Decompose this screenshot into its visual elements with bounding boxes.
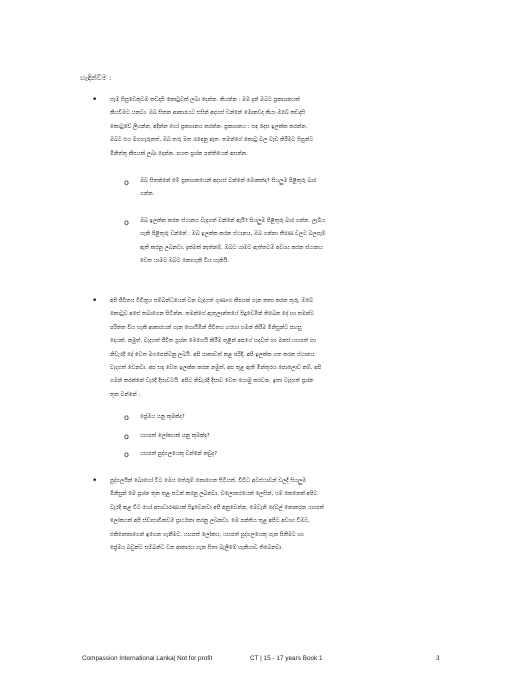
text-line: මිනිත්තු කීපයක් ලබා දෙන්න. පහත ප්‍රශ්න පන්තියෙන් අසන්න. <box>110 150 248 157</box>
text-line: වෙත යාමට ඔබට නොහැකි විය හැකියි. <box>140 258 230 265</box>
question-love <box>140 411 430 424</box>
text-line: වැදගත් වෙනවා. අප සඳ වෙත ඉලක්ක කරන නමුත්, අප තුළ ඇති මින්තුරය පොලොව නම්, අපි <box>110 365 322 372</box>
text-line: මිනිසුන් මෙ ප්‍රශ්න තුන තුළ සටන් කරනු ලබනවා. වලොකරයෙක් ලෙසින්, යම් කෙනෙක් අපිට <box>110 491 318 498</box>
text-line: ප්‍රේමය බවුන්ට සම්බන්ධ වන ආකාරය ගැන සිතා බැලීමේ හැකියාව තිබෙනවා. <box>110 545 284 552</box>
text-line: ගමන් කරන්නේ වැරදි දිසාවටයි. අපිට නිවැරදි දිසාව වෙත යොමු කරවන, ඉතා වැදගත් ප්‍රශ්න <box>110 378 314 385</box>
text-line: නිවැරදි දේ වෙත මගපෙන්වනු ලබයි. අපි යාකාවත් කළ පරිදි, අපි ඉලක්ක ගත කරන ස්ථානය <box>110 351 315 358</box>
question-1 <box>140 175 430 202</box>
bullet-icon: • <box>92 296 98 306</box>
text-line: එකිනෙකාගෙන් ඉගෙන ගැනීමට, යහපත් ලෝකය, යහපත් පුද්ගලයෙකු ගැන සිතීමට හා <box>110 531 304 538</box>
text-line: වැරදි කළ විට හෝ අසාධාරණයක් සිදුවෙනවා අපි අනුවෙන්න, මෙවැනි දේවල් නොකරන යහපත් <box>110 504 324 511</box>
text-line: ලෝකයක් අපි ස්වාභාවිකවම ප්‍රාර්ථනා කරනු ලබනවා. මෙ පන්තිය තුළ අපිට අවශ්‍ය වීමට, <box>110 518 310 525</box>
text-line: කොටුවේ ලියන්න, අදින්න හෝ ප්‍රකාශනය කරන්න. ප්‍රකාශනය : සඳ දෙස ඉලක්ක කරන්න, <box>110 123 308 130</box>
sub-bullet-icon: o <box>124 450 129 459</box>
text-line: යහපත් පුද්ගලයෙකු වන්නේ කවුද? <box>140 451 218 457</box>
sub-bullet-icon: o <box>124 218 129 227</box>
paragraph-3 <box>110 475 448 555</box>
text-line: කියවීමට යනවා. ඔබ සිතන ආකාරයට එසින් අදහස් වන්නේ මොනවද කියා ඔබේ කඩදාසි <box>110 110 306 117</box>
page-number: 3 <box>436 655 440 662</box>
text-line: තුන වන්නේ : <box>110 391 141 398</box>
text-line: සැම සිසුවෙකුටම කඩදාසි කොටුවක් ලබා දෙන්න. කියන්න : මම දැන් ඔබට ප්‍රකාශනයක් <box>110 97 300 103</box>
text-line: හැකි පිළිතුරු වන්නේ : ඔබ ඉලක්ක කරන ස්ථානය, ඔබ ගන්නා තීරණ වලට බලපෑම් <box>140 231 326 238</box>
text-line: ඔබ සිතන්නේ මේ ප්‍රකාශනයෙන් අදහස් වන්නේ මොකක්ද? සියලුම පිළිතුරු බාර <box>140 178 317 184</box>
text-line: අපි ජීවිතය විචිත්‍රය සම්බන්ධයෙන් වන වැදගත් ගුණාංග කීපයක් ගැන කතා කරන තුරු, ඔබේ <box>110 298 314 304</box>
bullet-icon: • <box>92 95 98 105</box>
question-good-world <box>140 430 430 443</box>
sub-bullet-icon: o <box>124 432 129 441</box>
paragraph-1 <box>110 94 448 161</box>
text-line: පුද්ගලයින් බොහෝ විට මෙය තේරුම් නොගෙන සිටියත්, විවිධ අවස්ථාවන් වලදී සියලුම <box>110 478 307 484</box>
question-2 <box>140 215 430 269</box>
paragraph-2 <box>110 295 448 402</box>
text-line: දෙයක්. නමුත්, වැදගත් ජීවිත ප්‍රශ්න මෙහෙයි කිරීම තුළින් අපගේ හදවත් හා මනස් යහපත් හා <box>110 338 316 345</box>
footer-organization: Compassion International Lanka| Not for profit <box>82 655 213 662</box>
text-line: ඔබ ඉලක්ක කරන ස්ථානය වැදගත් වන්නේ ඇයි? සියලුම පිළිතුරු බාර ගන්න. ලැබිය <box>140 218 326 224</box>
text-line: ගන්න. <box>140 191 155 198</box>
text-line: පරිතත විය හැකි ආකාරයන් ගැන හොයිමින් ජීවිතය හරහා ගමන් කිරීම මිනිසුන්ට පහසු <box>110 324 302 331</box>
text-line: කොටුව අසේ තබාගෙන සිටින්න. තමන්ගේ ඇතුලාන්තයේ සිදුවෙමින් තිබෙන දේ හා තමන්ට <box>110 311 315 318</box>
footer-book-title: CT | 15 - 17 years Book 1 <box>250 655 323 662</box>
text-line: යහපත් ලෝකයක් යනු කුමක්ද? <box>140 433 210 439</box>
bullet-icon: • <box>92 476 98 486</box>
question-good-person <box>140 448 430 461</box>
text-line: ඔබට එය මගහැරුනත්, ඔබ තරු මත රැඳෙනු ඇත. තමන්ගේ කොටු වල වැඩ කිරීමට සිසුන්ට <box>110 137 314 144</box>
text-line: ඇති කරනු ලබනවා, දැක්මක් නැත්නම්, ඔබට යාමට ඇත්තටම අවශ්‍ය කරන ස්ථානය <box>140 244 323 251</box>
sub-bullet-icon: o <box>124 413 129 422</box>
section-heading: හැඳින්වීම : <box>80 74 112 82</box>
text-line: ප්‍රේමය යනු කුමක්ද? <box>140 414 185 420</box>
sub-bullet-icon: o <box>124 178 129 187</box>
